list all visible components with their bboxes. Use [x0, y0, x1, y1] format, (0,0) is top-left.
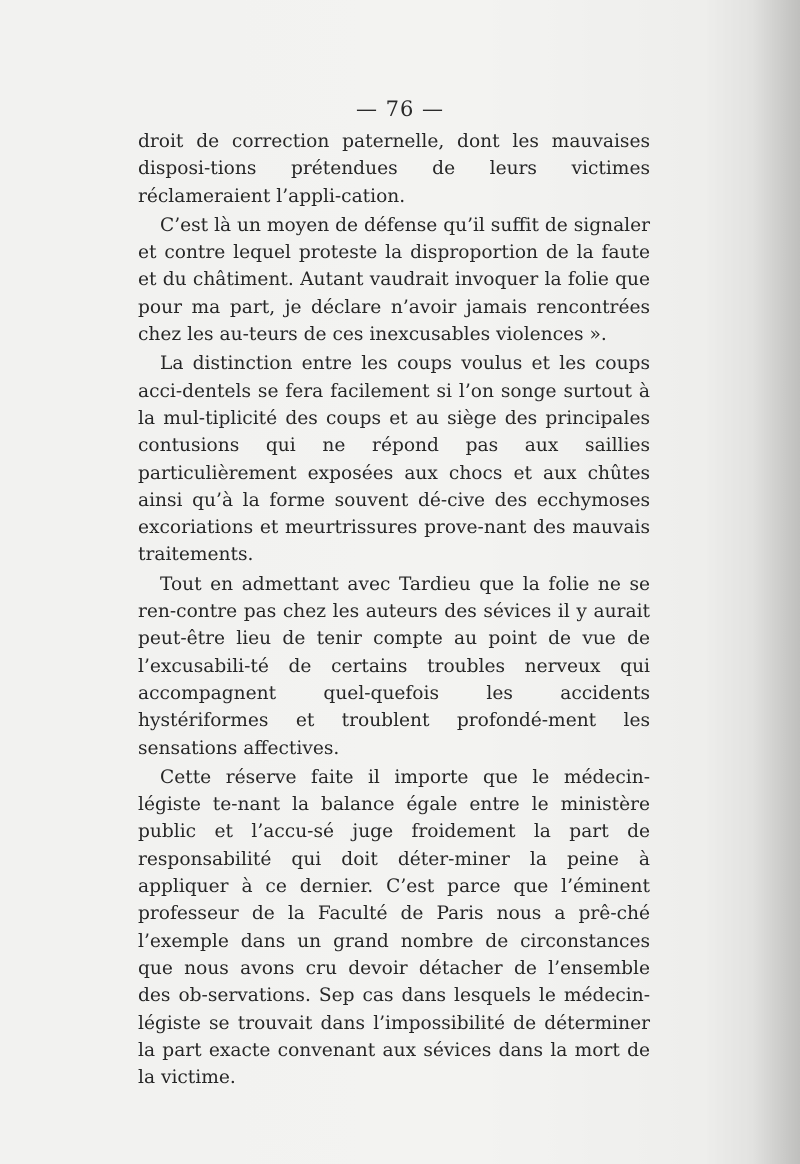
paragraph-5: Cette réserve faite il importe que le médecin-légiste te-nant la balance égale entre le ministère public et l’accu-sé juge froidement la part de responsabilité qui doit déter-miner la peine à appliquer à ce dernier. C’est parce que l’éminent professeur de la Faculté de Paris nous a prê-ché l’exemple dans un grand nombre de circonstances que nous avons cru devoir détacher de l’ensemble des ob-servations. Sep cas dans lesquels le médecin-légiste se trouvait dans l’impossibilité de déterminer la part exacte convenant aux sévices dans la mort de la victime. — [138, 766, 650, 1089]
body-text — [138, 128, 650, 1091]
paragraph-3: La distinction entre les coups voulus et les coups acci-dentels se fera facilement si l’on songe surtout à la mul-tiplicité des coups et au siège des principales contusions qui ne répond pas aux saillies particulièrement exposées aux chocs et aux chûtes ainsi qu’à la forme souvent dé-cive des ecchymoses excoriations et meurtrissures prove-nant des mauvais traitements. — [138, 353, 650, 566]
paragraph-2: C’est là un moyen de défense qu’il suffit de signaler et contre lequel proteste la disproportion de la faute et du châtiment. Autant vaudrait invoquer la folie que pour ma part, je déclare n’avoir jamais rencontrées chez les au-teurs de ces inexcusables violences ». — [138, 214, 650, 346]
paragraph-4: Tout en admettant avec Tardieu que la folie ne se ren-contre pas chez les auteurs des sévices il y aurait peut-être lieu de tenir compte au point de vue de l’excusabili-té de certains troubles nerveux qui accompagnent quel-quefois les accidents hystériformes et troublent profondé-ment les sensations affectives. — [138, 573, 650, 759]
page-number: — 76 — — [355, 97, 445, 121]
paragraph-1: droit de correction paternelle, dont les mauvaises disposi-tions prétendues de leurs victimes réclameraient l’appli-cation. — [138, 131, 650, 207]
